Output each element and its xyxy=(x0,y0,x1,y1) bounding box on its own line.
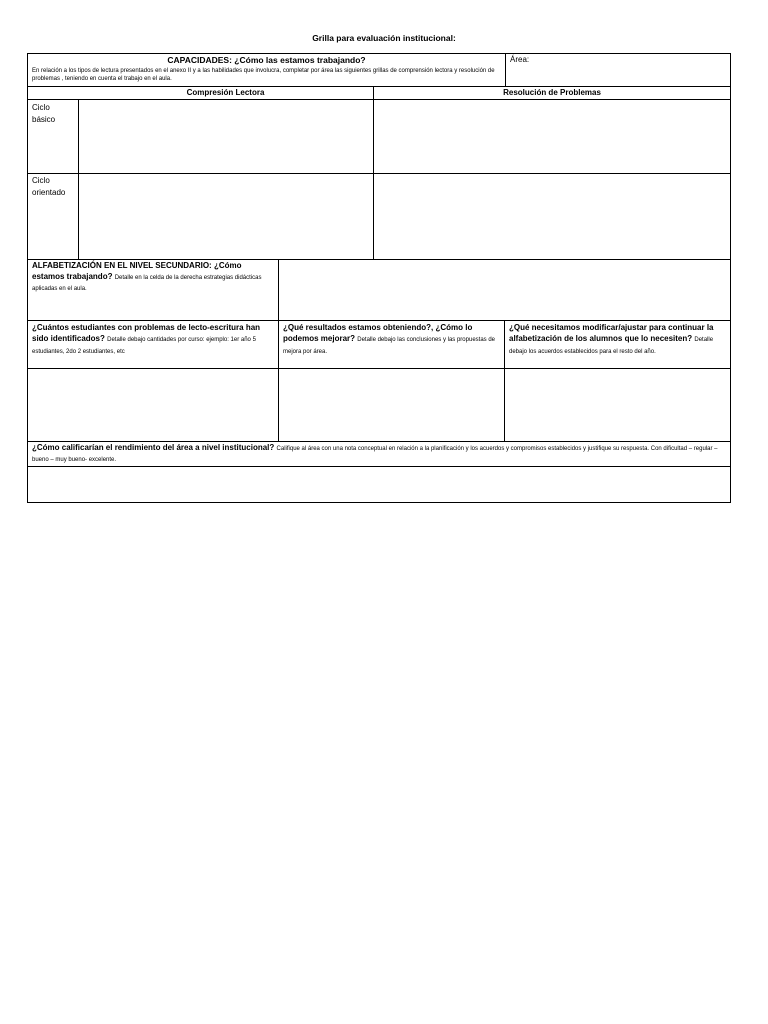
rendimiento-note: Califique al área con una nota conceptual en relación a la planificación y los acuerdos y compromisos establecidos y justifique su respuesta. Con dificultad – regular – bueno – muy bueno- excelente. xyxy=(32,446,718,463)
question-students-note: Detalle debajo cantidades por curso: ejemplo: 1er año 5 estudiantes, 2do 2 estudiantes, etc xyxy=(32,337,256,355)
area-label: Área: xyxy=(510,55,530,64)
evaluation-grid xyxy=(27,53,731,503)
question-results-heading: ¿Qué resultados estamos obteniendo?, ¿Cómo lo podemos mejorar? xyxy=(283,323,473,344)
ciclo-basico-resolucion-field[interactable] xyxy=(373,99,731,174)
ciclo-basico-compresion-field[interactable] xyxy=(78,99,374,174)
question-students-text xyxy=(32,322,272,356)
ciclo-orientado-compresion-field[interactable] xyxy=(78,173,374,260)
question-results-note: Detalle debajo las conclusiones y las propuestas de mejora por área. xyxy=(283,337,496,355)
answer-students-field[interactable] xyxy=(27,368,279,442)
header-compresion-label: Compresión Lectora xyxy=(186,88,265,97)
row-label-ciclo-basico xyxy=(27,99,79,174)
question-results-cell xyxy=(278,320,505,369)
ciclo-orientado-label: Ciclo orientado xyxy=(32,176,66,197)
alfabetizacion-note: Detalle en la celda de la derecha estrategias didácticas aplicadas en el aula. xyxy=(32,274,262,292)
rendimiento-text xyxy=(32,443,726,465)
page-title: Grilla para evaluación institucional: xyxy=(312,33,456,43)
capacidades-heading: CAPACIDADES: ¿Cómo las estamos trabajando? xyxy=(167,55,366,65)
header-resolucion xyxy=(373,86,731,100)
question-adjust-cell xyxy=(504,320,731,369)
alfabetizacion-heading: ALFABETIZACIÓN EN EL NIVEL SECUNDARIO: ¿Cómo estamos trabajando? xyxy=(32,261,242,281)
rendimiento-heading: ¿Cómo calificarían el rendimiento del área a nivel institucional? xyxy=(32,443,275,452)
question-adjust-note: Detalle debajo los acuerdos establecidos para el resto del año. xyxy=(509,337,714,355)
capacidades-description: En relación a los tipos de lectura presentados en el anexo II y a las habilidades que involucra, completar por área las siguientes grillas de comprensión lectora y resolución de problemas , teniendo en cuenta el trabajo en el aula. xyxy=(32,68,495,83)
question-students-heading: ¿Cuántos estudiantes con problemas de lecto-escritura han sido identificados? xyxy=(32,323,261,344)
rendimiento-cell xyxy=(27,441,731,467)
question-results-text xyxy=(283,322,498,356)
header-compresion xyxy=(27,86,374,100)
ciclo-orientado-resolucion-field[interactable] xyxy=(373,173,731,260)
question-adjust-text xyxy=(509,322,726,356)
alfabetizacion-cell xyxy=(27,259,279,321)
question-students-cell xyxy=(27,320,279,369)
answer-adjust-field[interactable] xyxy=(504,368,731,442)
answer-results-field[interactable] xyxy=(278,368,505,442)
rendimiento-answer-field[interactable] xyxy=(27,466,731,503)
ciclo-basico-label: Ciclo básico xyxy=(32,103,56,124)
capacidades-cell xyxy=(27,53,506,87)
alfabetizacion-strategies-field[interactable] xyxy=(278,259,731,321)
area-field[interactable] xyxy=(505,53,731,87)
row-label-ciclo-orientado xyxy=(27,173,79,260)
header-resolucion-label: Resolución de Problemas xyxy=(503,88,601,97)
question-adjust-heading: ¿Qué necesitamos modificar/ajustar para continuar la alfabetización de los alumnos que lo necesiten? xyxy=(509,323,714,344)
alfabetizacion-text xyxy=(32,261,274,293)
